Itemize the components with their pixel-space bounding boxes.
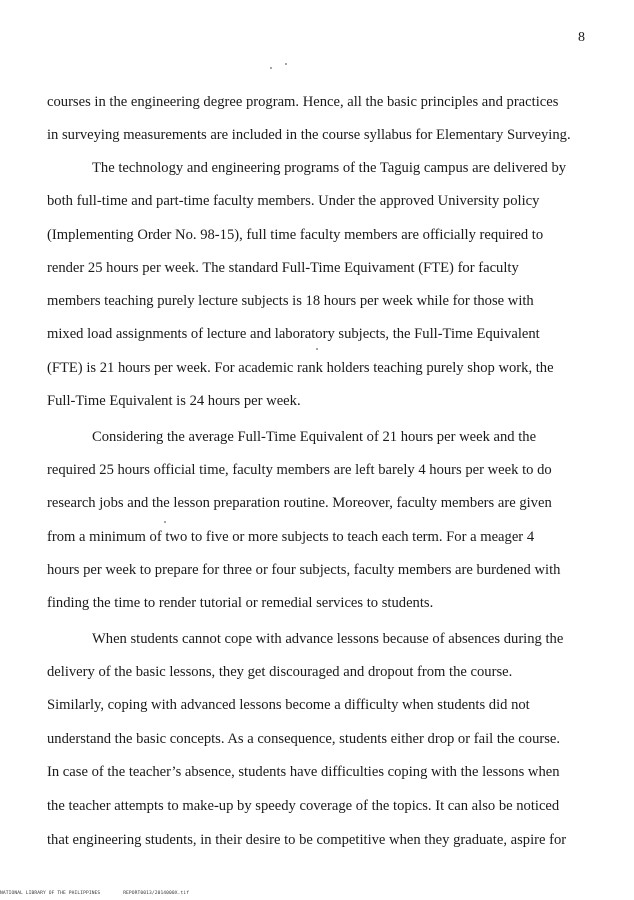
text-line: from a minimum of two to five or more subjects to teach each term. For a meager 4 [47, 529, 535, 545]
footer-file: REPORT0013/2014000X.tif [123, 891, 190, 896]
text-line: required 25 hours official time, faculty members are left barely 4 hours per week to do [47, 462, 552, 478]
footer-library: NATIONAL LIBRARY OF THE PHILIPPINES [0, 891, 101, 896]
text-line: mixed load assignments of lecture and laboratory subjects, the Full-Time Equivalent [47, 326, 540, 342]
text-line: The technology and engineering programs of the Taguig campus are delivered by [92, 160, 567, 176]
text-line: finding the time to render tutorial or remedial services to students. [47, 595, 434, 611]
text-line: both full-time and part-time faculty members. Under the approved University policy [47, 193, 540, 209]
text-line: In case of the teacher’s absence, students have difficulties coping with the lessons when [47, 764, 560, 780]
text-line: hours per week to prepare for three or four subjects, faculty members are burdened with [47, 562, 561, 578]
scan-footer [0, 891, 209, 896]
text-line: Full-Time Equivalent is 24 hours per week. [47, 393, 301, 409]
scan-speck [285, 63, 287, 65]
text-line: courses in the engineering degree program. Hence, all the basic principles and practices [47, 94, 559, 110]
scan-speck [316, 348, 318, 350]
scan-speck [270, 67, 272, 69]
scan-speck [164, 521, 166, 523]
text-line: When students cannot cope with advance lessons because of absences during the [92, 631, 564, 647]
text-line: research jobs and the lesson preparation routine. Moreover, faculty members are given [47, 495, 552, 511]
text-line: delivery of the basic lessons, they get discouraged and dropout from the course. [47, 664, 513, 680]
text-line: members teaching purely lecture subjects is 18 hours per week while for those with [47, 293, 534, 309]
page-number: 8 [578, 30, 585, 45]
text-line: Similarly, coping with advanced lessons become a difficulty when students did not [47, 697, 530, 713]
text-line: the teacher attempts to make-up by speedy coverage of the topics. It can also be noticed [47, 798, 560, 814]
text-line: (Implementing Order No. 98-15), full time faculty members are officially required to [47, 227, 544, 243]
text-line: that engineering students, in their desire to be competitive when they graduate, aspire for [47, 832, 567, 848]
text-line: render 25 hours per week. The standard Full-Time Equivament (FTE) for faculty [47, 260, 519, 276]
text-line: Considering the average Full-Time Equivalent of 21 hours per week and the [92, 429, 537, 445]
text-line: (FTE) is 21 hours per week. For academic rank holders teaching purely shop work, the [47, 360, 554, 376]
text-line: in surveying measurements are included in the course syllabus for Elementary Surveying. [47, 127, 571, 143]
text-line: understand the basic concepts. As a consequence, students either drop or fail the course. [47, 731, 561, 747]
